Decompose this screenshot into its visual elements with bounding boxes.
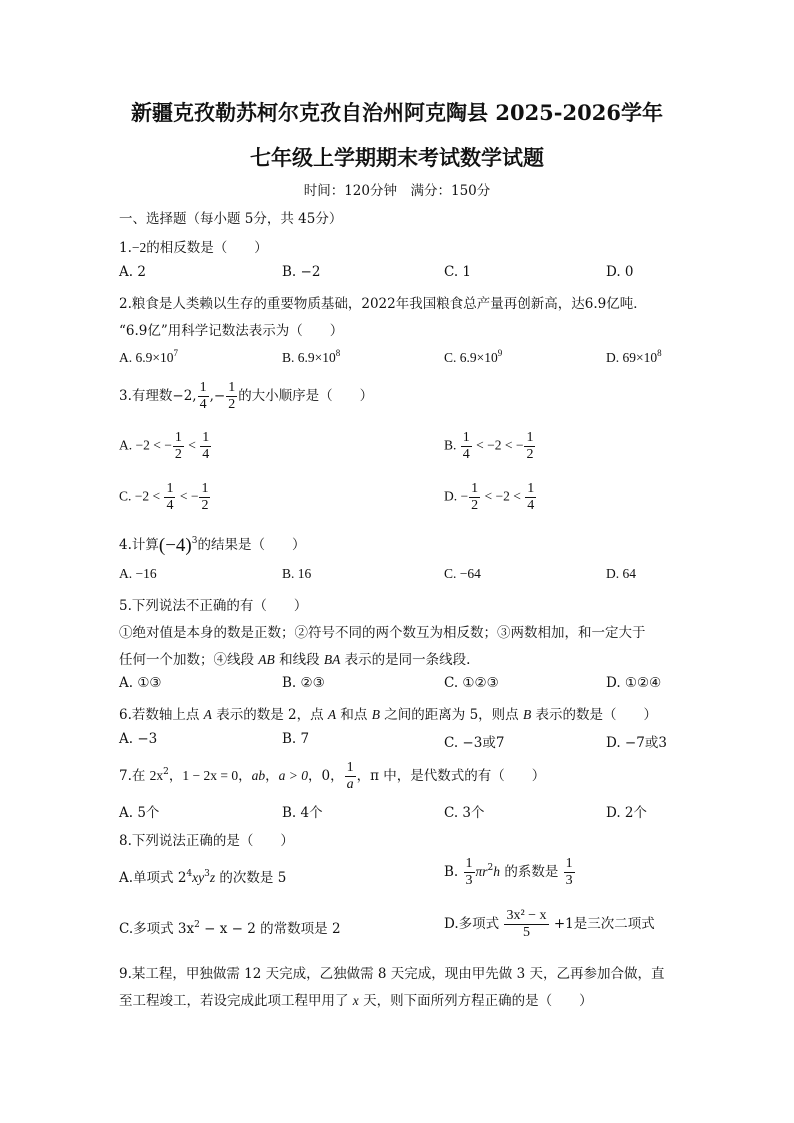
question-8-stem: 8.下列说法正确的是（ ） (119, 833, 294, 849)
q4-option-d: D. 64 (606, 566, 636, 581)
question-3-stem: 3.有理数−2, $\frac{1}{4}$ ,− $\frac{1}{2}$ 的大小顺序是（ ） (119, 380, 374, 412)
q4-option-a: A. −16 (119, 566, 157, 581)
question-7-stem: 7.在 $2x^2$，1 − 2x = 0，ab，a > 0，0， $\frac{1}{a}$ ，π 中，是代数式的有（ ） (119, 760, 546, 792)
q3-option-a: A. −2 < − $\frac{1}{2}$ < $\frac{1}{4}$ (119, 430, 210, 462)
q5-option-c: C. ①②③ (444, 675, 499, 691)
q7-option-d: D. 2个 (606, 805, 648, 821)
q5-option-d: D. ①②④ (606, 675, 662, 691)
section-heading: 一、选择题（每小题 5分，共 45分） (119, 211, 343, 227)
q6-option-b: B. 7 (282, 731, 310, 747)
question-6-stem: 6.若数轴上点 A 表示的数是 2，点 A 和点 B 之间的距离为 5，则点 B 表示的数是（ ） (119, 707, 657, 723)
question-1-stem (119, 236, 268, 256)
q6-option-c: C. −3或7 (444, 735, 505, 751)
q1-option-c: C. 1 (444, 264, 472, 280)
question-9-stem-1: 9.某工程，甲独做需 12 天完成，乙独做需 8 天完成，现由甲先做 3 天，乙再参加合做，直 (119, 966, 665, 982)
q3-option-c: C. −2 < $\frac{1}{4}$ < − $\frac{1}{2}$ (119, 481, 209, 513)
q8-option-d: D.多项式 $\frac{\text{3x² − x}}{5}$ +1是三次二项式 (444, 908, 655, 940)
question-5-body-1: ①绝对值是本身的数是正数；②符号不同的两个数互为相反数；③两数相加，和一定大于 (119, 625, 646, 641)
question-2-stem-2: “6.9亿”用科学记数法表示为（ ） (119, 323, 344, 339)
q4-option-c: C. −64 (444, 566, 481, 581)
q7-option-a: A. 5个 (119, 805, 160, 821)
q8-option-a: A.单项式 $2^4xy^3z$ 的次数是 5 (119, 869, 287, 886)
exam-title-line-1: 新疆克孜勒苏柯尔克孜自治州阿克陶县 2025-2026学年 (131, 100, 663, 125)
q8-option-c: C.多项式 $3x^2 - x - 2$ 的常数项是 2 (119, 920, 341, 937)
q2-option-b: B. $6.9\times 10^8$ (282, 348, 341, 365)
q2-option-c: C. $6.9\times 10^9$ (444, 348, 503, 365)
q2-option-d: D. $69\times 10^8$ (606, 348, 662, 365)
q8-option-b: B. $\frac{1}{3}$ $\pi r^2h$ 的系数是 $\frac{1}{3}$ (444, 856, 573, 888)
q1-option-a: A. 2 (119, 264, 146, 280)
exam-info: 时间：120分钟 满分：150分 (303, 183, 491, 199)
question-4-stem: 4.计算$(-4)^3$的结果是（ ） (119, 535, 306, 556)
q1-option-b: B. −2 (282, 264, 321, 280)
q3-option-d: D. − $\frac{1}{2}$ < −2 < $\frac{1}{4}$ (444, 481, 535, 513)
q6-option-a: A. −3 (119, 731, 158, 747)
q1-number: 1. (119, 240, 132, 256)
q1-option-d: D. 0 (606, 264, 634, 280)
q3-option-b: B. $\frac{1}{4}$ < −2 < − $\frac{1}{2}$ (444, 430, 534, 462)
question-5-body-2: 任何一个加数；④线段 AB 和线段 BA 表示的是同一条线段. (119, 652, 471, 668)
q5-option-a: A. ①③ (119, 675, 162, 691)
q1-value: −2 (131, 240, 147, 255)
exam-title-line-2: 七年级上学期期末考试数学试题 (250, 145, 544, 170)
q7-option-b: B. 4个 (282, 805, 323, 821)
question-5-stem: 5.下列说法不正确的有（ ） (119, 598, 308, 614)
q1-stem-text: 的相反数是（ ） (146, 240, 268, 256)
q4-option-b: B. 16 (282, 566, 312, 581)
question-9-stem-2: 至工程竣工，若设完成此项工程甲用了 x 天，则下面所列方程正确的是（ ） (119, 993, 593, 1009)
q5-option-b: B. ②③ (282, 675, 325, 691)
q2-option-a: A. $6.9\times 10^7$ (119, 348, 178, 365)
q6-option-d: D. −7或3 (606, 735, 667, 751)
q7-option-c: C. 3个 (444, 805, 485, 821)
question-2-stem-1: 2.粮食是人类赖以生存的重要物质基础，2022年我国粮食总产量再创新高，达6.9亿吨． (119, 296, 647, 312)
